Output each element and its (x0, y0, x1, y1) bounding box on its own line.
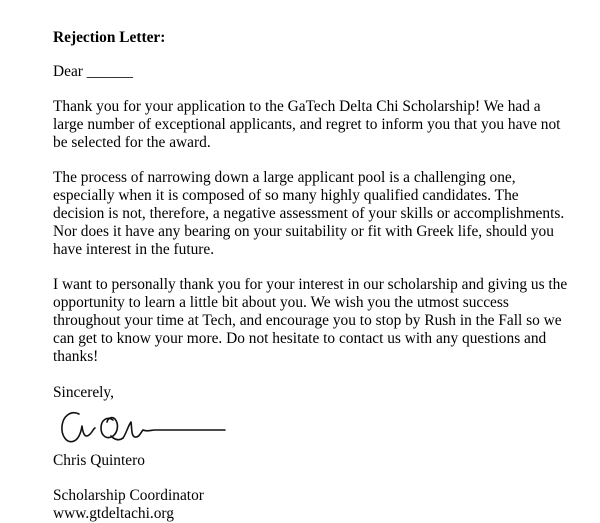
letter-heading: Rejection Letter: (53, 29, 166, 46)
signer-title: Scholarship Coordinator (53, 487, 204, 504)
paragraph-thank-you: Thank you for your application to the GaTech Delta Chi Scholarship! We had a large number of exceptional applicants, and regret to inform you that you have not be selected for the award. (53, 98, 561, 151)
handwritten-signature (57, 404, 227, 448)
paragraph-selection-process: The process of narrowing down a large applicant pool is a challenging one, especially when it is composed of so many highly qualified candidates. The decision is not, therefore, a negative assessment of your skills or accomplishments. Nor does it have any bearing on your suitability or fit with Greek life, should you have interest in the future. (53, 169, 565, 258)
website-link[interactable]: www.gtdeltachi.org (53, 505, 174, 522)
paragraph-encouragement: I want to personally thank you for your interest in our scholarship and giving us the opportunity to learn a little bit about you. We wish you the utmost success throughout your time at Tech, and encourage you to stop by Rush in the Fall so we can get to know your more. Do not hesitate to contact us with any questions and thanks! (53, 276, 568, 365)
signature-stroke-tail (123, 422, 225, 438)
signature-strokes (62, 413, 225, 442)
signature-stroke-c (62, 413, 95, 442)
closing: Sincerely, (53, 384, 114, 401)
salutation: Dear ______ (53, 63, 133, 80)
signature-stroke-q (101, 418, 123, 440)
signer-name: Chris Quintero (53, 452, 145, 469)
letter-body (53, 29, 573, 523)
